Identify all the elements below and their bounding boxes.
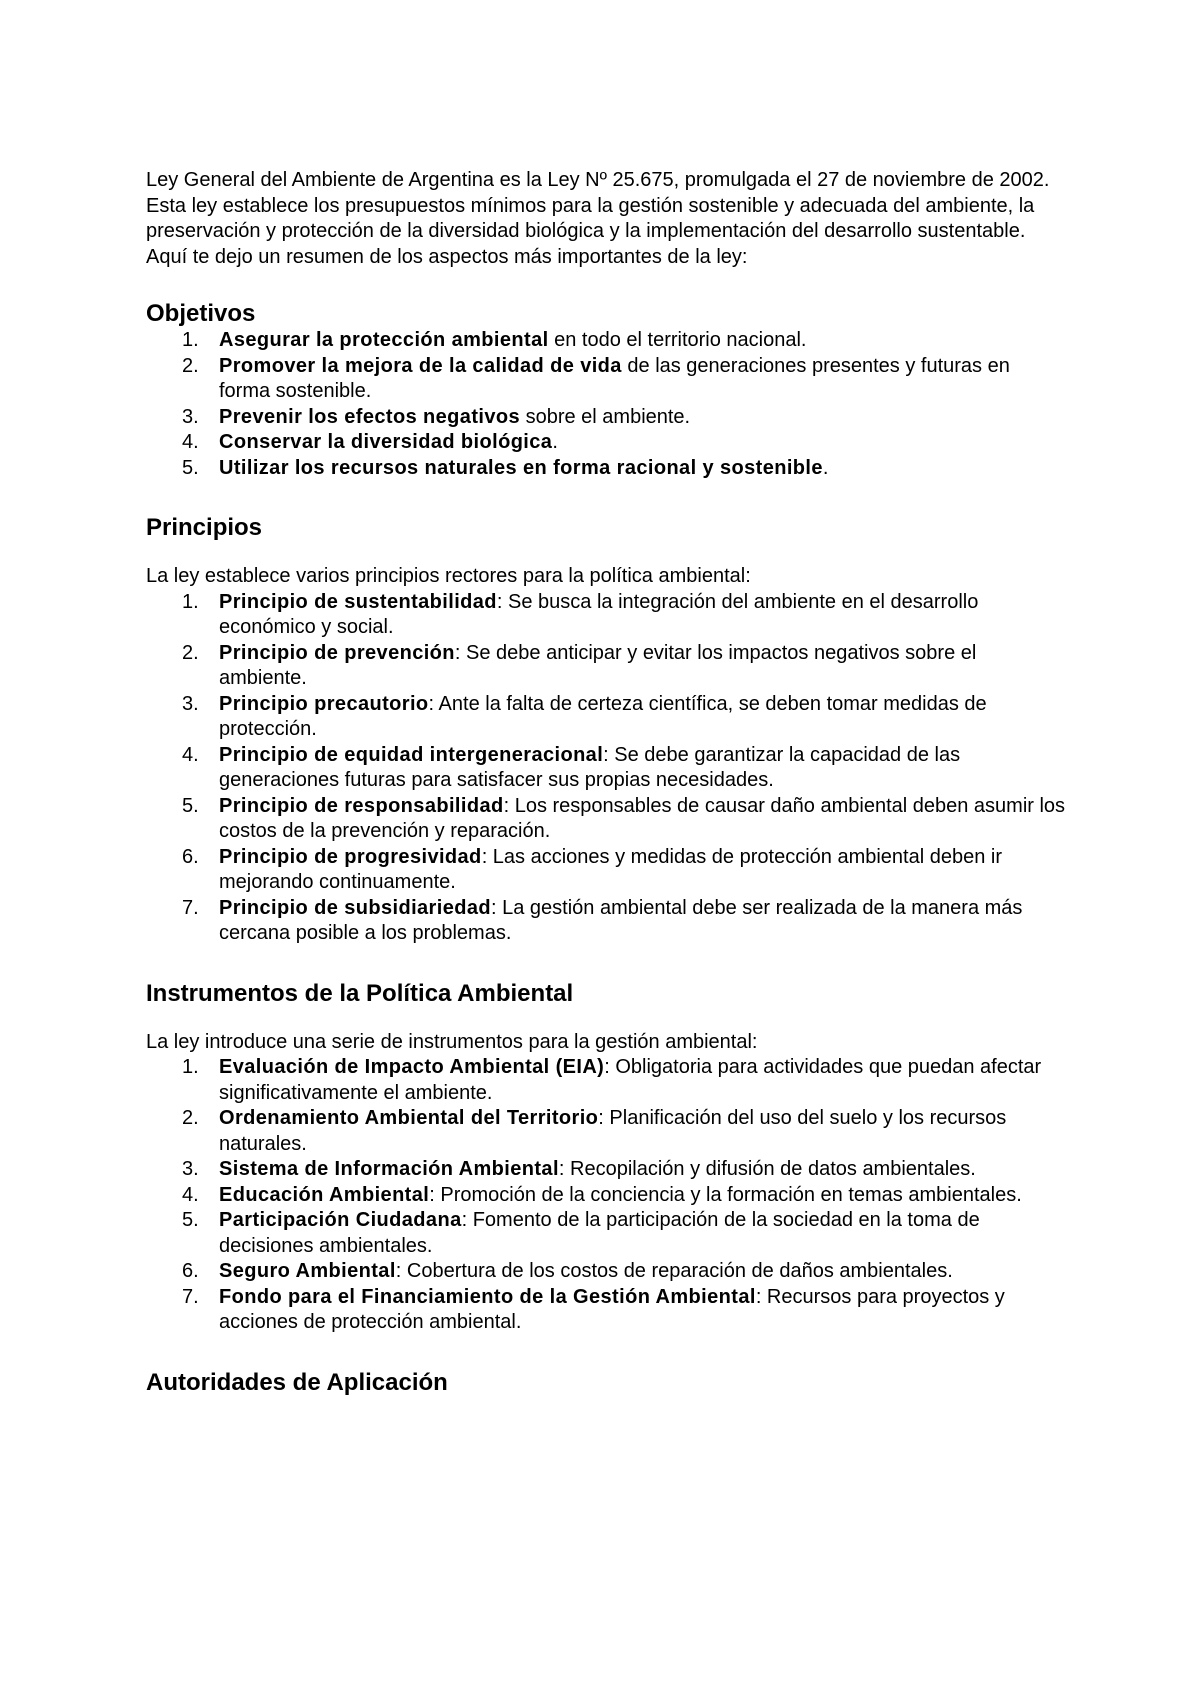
list-term: Promover la mejora de la calidad de vida [219,354,622,377]
list-number: 7. [182,896,199,919]
list-number: 1. [182,329,199,351]
list-number: 1. [182,590,199,613]
list-term: Prevenir los efectos negativos [219,405,521,428]
heading-autoridades: Autoridades de Aplicación [146,1368,448,1396]
list-number: 3. [182,1158,199,1180]
principios-intro: La ley establece varios principios rectores para la política ambiental: [146,565,751,587]
list-item [146,1259,1066,1285]
list-text: : La gestión ambiental debe ser realizada de la manera más cercana posible a los problemas. [219,896,1023,944]
instrumentos-intro: La ley introduce una serie de instrumentos para la gestión ambiental: [146,1030,758,1053]
list-item [146,1157,1066,1183]
list-number: 2. [182,354,199,377]
list-number: 2. [182,641,199,664]
list-number: 5. [182,456,199,479]
list-text: : Cobertura de los costos de reparación de daños ambientales. [395,1260,953,1282]
list-term: Principio precautorio [219,692,429,715]
list-number: 3. [182,692,199,715]
list-term: Principio de prevención [219,641,455,664]
list-item [146,1106,1066,1157]
list-term: Principio de responsabilidad [219,794,504,817]
list-number: 6. [182,1260,199,1282]
heading-principios: Principios [146,514,263,541]
list-item [146,641,1066,692]
list-item [146,743,1066,794]
list-text: : Se busca la integración del ambiente en el desarrollo económico y social. [219,590,979,638]
list-item [146,896,1066,947]
list-number: 7. [182,1285,199,1308]
list-number: 4. [182,1183,199,1206]
list-term: Educación Ambiental [219,1183,430,1206]
list-number: 3. [182,405,199,428]
principios-list [146,590,1066,947]
document-page [146,168,1066,1397]
list-text: : Ante la falta de certeza científica, se deben tomar medidas de protección. [219,692,987,740]
heading-instrumentos: Instrumentos de la Política Ambiental [146,979,574,1007]
list-text: : Fomento de la participación de la sociedad en la toma de decisiones ambientales. [219,1209,980,1257]
list-text: : Planificación del uso del suelo y los recursos naturales. [219,1107,1007,1155]
list-text: de las generaciones presentes y futuras en forma sostenible. [219,354,1010,402]
list-term: Principio de subsidiariedad [219,896,491,919]
list-item [146,1183,1066,1209]
list-term: Principio de progresividad [219,845,482,868]
list-term: Participación Ciudadana [219,1209,462,1231]
list-item [146,590,1066,641]
heading-objetivos: Objetivos [146,300,256,327]
list-item [146,328,1066,354]
list-text: : Los responsables de causar daño ambiental deben asumir los costos de la prevención y reparación. [219,794,1066,842]
list-text: : Recursos para proyectos y acciones de protección ambiental. [219,1285,1005,1333]
list-item [146,456,1066,482]
list-term: Seguro Ambiental [219,1260,396,1282]
list-item [146,692,1066,743]
list-number: 2. [182,1107,199,1129]
list-text: . [552,431,558,453]
list-item [146,794,1066,845]
list-text: : Promoción de la conciencia y la formación en temas ambientales. [429,1183,1022,1206]
objetivos-list [146,328,1066,481]
list-term: Asegurar la protección ambiental [219,329,549,351]
list-number: 5. [182,794,199,817]
list-text: : Obligatoria para actividades que puedan afectar significativamente el ambiente. [219,1056,1042,1104]
list-term: Principio de equidad intergeneracional [219,743,604,766]
list-term: Evaluación de Impacto Ambiental (EIA) [219,1056,605,1078]
list-term: Fondo para el Financiamiento de la Gestión Ambiental [219,1285,756,1308]
intro-paragraph: Ley General del Ambiente de Argentina es la Ley Nº 25.675, promulgada el 27 de noviembre de 2002. Esta ley establece los presupuestos mínimos para la gestión sostenible y adecuada del ambiente, la preservación y protección de la diversidad biológica y la implementación del desarrollo sustentable. Aquí te dejo un resumen de los aspectos más importantes de la ley: [146,169,1050,268]
list-item [146,1285,1066,1336]
list-number: 1. [182,1056,199,1078]
list-item [146,1055,1066,1106]
list-number: 4. [182,743,199,766]
list-term: Sistema de Información Ambiental [219,1158,559,1180]
list-item [146,1208,1066,1259]
list-item [146,845,1066,896]
list-term: Utilizar los recursos naturales en forma racional y sostenible [219,456,823,479]
list-term: Ordenamiento Ambiental del Territorio [219,1107,599,1129]
list-text: sobre el ambiente. [520,405,691,428]
list-text: : Recopilación y difusión de datos ambientales. [558,1158,976,1180]
list-term: Conservar la diversidad biológica [219,431,553,453]
list-text: : Se debe anticipar y evitar los impactos negativos sobre el ambiente. [219,641,977,689]
list-text: en todo el territorio nacional. [548,329,807,351]
list-text: : Se debe garantizar la capacidad de las generaciones futuras para satisfacer sus propias necesidades. [219,743,961,791]
list-number: 6. [182,845,199,868]
list-item [146,430,1066,456]
list-item [146,354,1066,405]
list-item [146,405,1066,431]
list-text: : Las acciones y medidas de protección ambiental deben ir mejorando continuamente. [219,845,1002,893]
list-term: Principio de sustentabilidad [219,590,497,613]
list-text: . [822,456,829,479]
instrumentos-list [146,1055,1066,1336]
list-number: 5. [182,1209,199,1231]
list-number: 4. [182,431,199,453]
